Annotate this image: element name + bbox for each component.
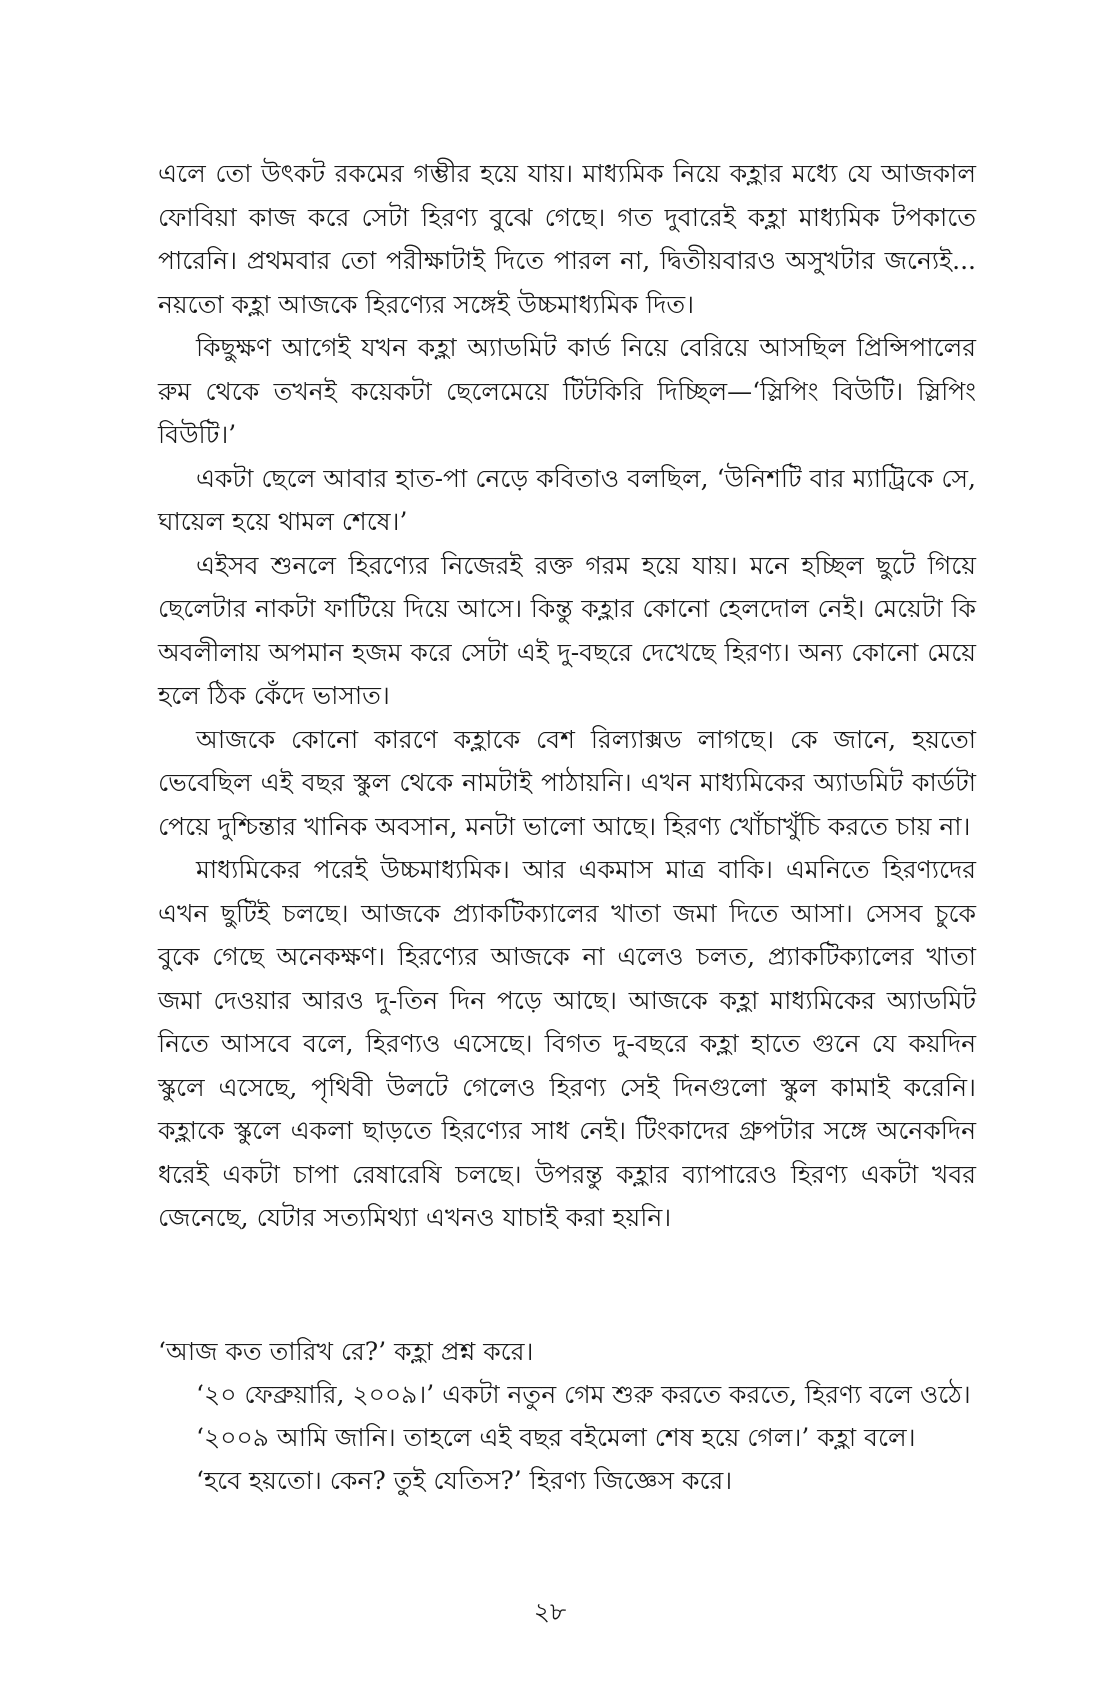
dialogue-section [158, 1330, 998, 1502]
dialogue-line: ‘২০০৯ আমি জানি। তাহলে এই বছর বইমেলা শেষ হয়ে গেল।’ কহ্লা বলে। [196, 1423, 916, 1452]
dialogue-line: ‘হবে হয়তো। কেন? তুই যেতিস?’ হিরণ্য জিজ্ঞেস করে। [196, 1466, 733, 1495]
paragraph: এইসব শুনলে হিরণ্যের নিজেরই রক্ত গরম হয়ে যায়। মনে হচ্ছিল ছুটে গিয়ে ছেলেটার নাকটা ফাটিয়ে দিয়ে আসে। কিন্তু কহ্লার কোনো হেলদোল নেই। মেয়েটা কি অবলীলায় অপমান হজম করে সেটা এই দু-বছরে দেখেছে হিরণ্য। অন্য কোনো মেয়ে হলে ঠিক কেঁদে ভাসাত। [158, 550, 976, 710]
dialogue-line: ‘আজ কত তারিখ রে?’ কহ্লা প্রশ্ন করে। [158, 1337, 534, 1366]
paragraph: মাধ্যমিকের পরেই উচ্চমাধ্যমিক। আর একমাস মাত্র বাকি। এমনিতে হিরণ্যদের এখন ছুটিই চলছে। আজকে প্র্যাকটিক্যালের খাতা জমা দিতে আসা। সেসব চুকে বুকে গেছে অনেকক্ষণ। হিরণ্যের আজকে না এলেও চলত, প্র্যাকটিক্যালের খাতা জমা দেওয়ার আরও দু-তিন দিন পড়ে আছে। আজকে কহ্লা মাধ্যমিকের অ্যাডমিট নিতে আসবে বলে, হিরণ্যও এসেছে। বিগত দু-বছরে কহ্লা হাতে গুনে যে কয়দিন স্কুলে এসেছে, পৃথিবী উলটে গেলেও হিরণ্য সেই দিনগুলো স্কুল কামাই করেনি। কহ্লাকে স্কুলে একলা ছাড়তে হিরণ্যের সাধ নেই। টিংকাদের গ্রুপটার সঙ্গে অনেকদিন ধরেই একটা চাপা রেষারেষি চলছে। উপরন্তু কহ্লার ব্যাপারেও হিরণ্য একটা খবর জেনেছে, যেটার সত্যমিথ্যা এখনও যাচাই করা হয়নি। [158, 855, 976, 1232]
paragraph: আজকে কোনো কারণে কহ্লাকে বেশ রিল্যাক্সড লাগছে। কে জানে, হয়তো ভেবেছিল এই বছর স্কুল থেকে নামটাই পাঠায়নি। এখন মাধ্যমিকের অ্যাডমিট কার্ডটা পেয়ে দুশ্চিন্তার খানিক অবসান, মনটা ভালো আছে। হিরণ্য খোঁচাখুঁচি করতে চায় না। [158, 724, 976, 841]
paragraph: এলে তো উৎকট রকমের গম্ভীর হয়ে যায়। মাধ্যমিক নিয়ে কহ্লার মধ্যে যে আজকাল ফোবিয়া কাজ করে সেটা হিরণ্য বুঝে গেছে। গত দুবারেই কহ্লা মাধ্যমিক টপকাতে পারেনি। প্রথমবার তো পরীক্ষাটাই দিতে পারল না, দ্বিতীয়বারও অসুখটার জন্যেই... নয়তো কহ্লা আজকে হিরণ্যের সঙ্গেই উচ্চমাধ্যমিক দিত। [158, 159, 976, 319]
paragraph: একটা ছেলে আবার হাত-পা নেড়ে কবিতাও বলছিল, ‘উনিশটি বার ম্যাট্রিকে সে, ঘায়েল হয়ে থামল শেষে।’ [158, 463, 976, 536]
body-text [158, 152, 976, 1240]
paragraph: কিছুক্ষণ আগেই যখন কহ্লা অ্যাডমিট কার্ড নিয়ে বেরিয়ে আসছিল প্রিন্সিপালের রুম থেকে তখনই কয়েকটা ছেলেমেয়ে টিটকিরি দিচ্ছিল—‘স্লিপিং বিউটি। স্লিপিং বিউটি।’ [158, 333, 976, 449]
page-number: ২৮ [533, 1597, 567, 1626]
dialogue-line: ‘২০ ফেব্রুয়ারি, ২০০৯।’ একটা নতুন গেম শুরু করতে করতে, হিরণ্য বলে ওঠে। [196, 1380, 971, 1409]
